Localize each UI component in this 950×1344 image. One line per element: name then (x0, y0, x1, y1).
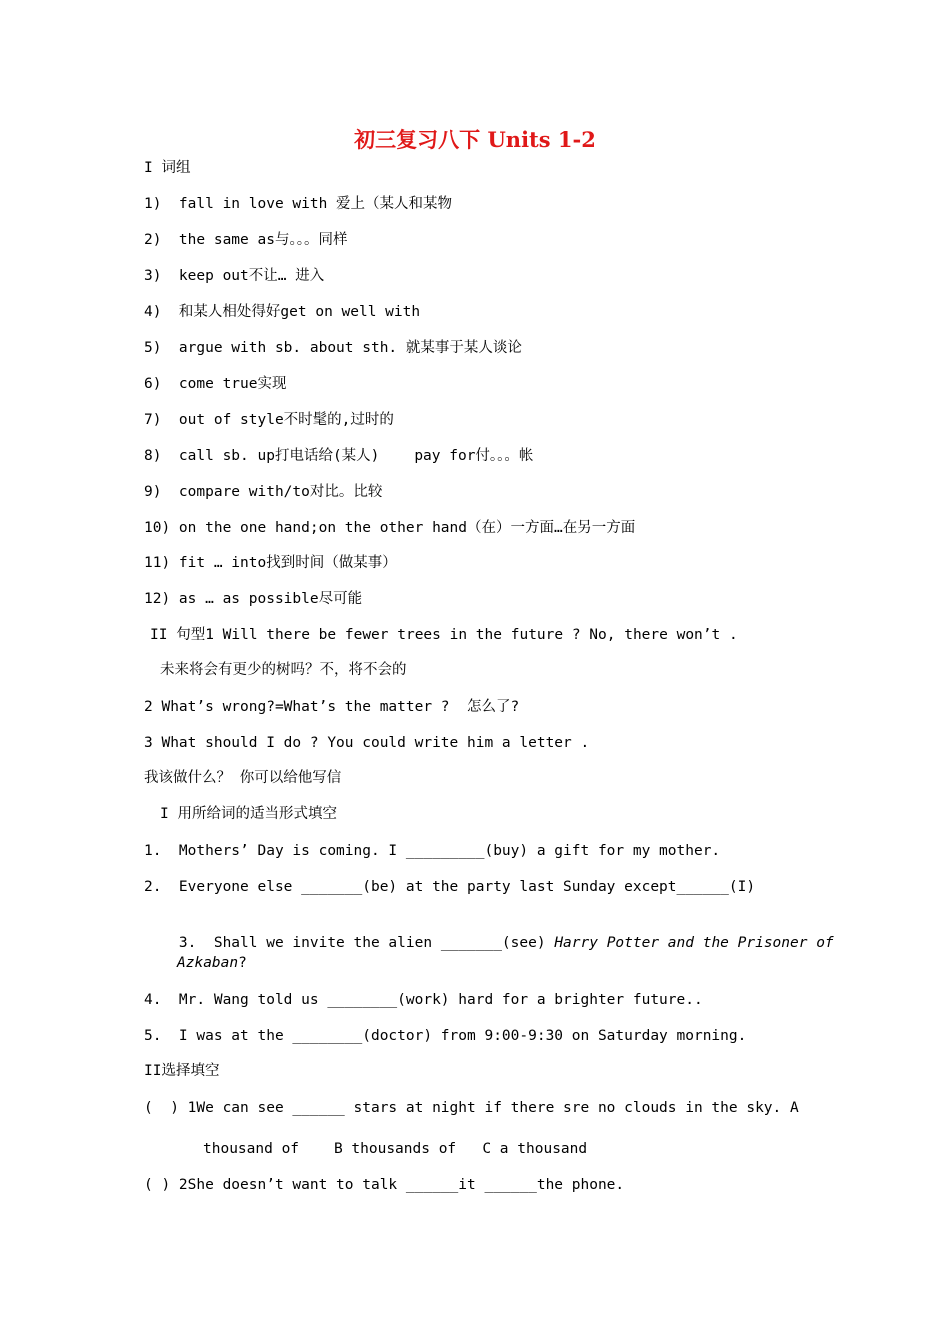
question-mark: ? (238, 955, 247, 971)
exercise-heading-fill-blank: I 用所给词的适当形式填空 (160, 806, 337, 822)
sentence-pattern-3: 3 What should I do ? You could write him a letter . (144, 735, 590, 751)
phrase-item: 9) compare with/to对比。比较 (144, 484, 383, 500)
phrase-item: 5) argue with sb. about sth. 就某事于某人谈论 (144, 340, 522, 356)
choice-question-2: ( ) 2She doesn’t want to talk ______it ______the phone. (144, 1177, 625, 1193)
book-title: Harry Potter and the Prisoner of (554, 935, 834, 951)
exercise-item: 1. Mothers’ Day is coming. I _________(buy) a gift for my mother. (144, 843, 721, 859)
choice-question-1: ( ) 1We can see ______ stars at night if there sre no clouds in the sky. A (144, 1100, 799, 1116)
choice-question-1-options: thousand of B thousands of C a thousand (203, 1141, 588, 1157)
book-title-continued: Azkaban (177, 955, 239, 971)
section-heading-phrases: I 词组 (144, 160, 191, 176)
sentence-pattern-1-translation: 未来将会有更少的树吗？不，将不会的 (160, 662, 407, 678)
exercise-item: 2. Everyone else _______(be) at the party last Sunday except______(I) (144, 879, 756, 895)
phrase-item: 3) keep out不让… 进入 (144, 268, 325, 284)
phrase-item: 11) fit … into找到时间（做某事） (144, 555, 397, 571)
phrase-item: 10) on the one hand;on the other hand（在）一方面…在另一方面 (144, 520, 636, 536)
sentence-pattern-3-translation: 我该做什么？ 你可以给他写信 (144, 770, 342, 786)
exercise-item-3-continued (177, 953, 857, 973)
exercise-item: 4. Mr. Wang told us ________(work) hard for a brighter future.. (144, 992, 703, 1008)
phrase-item: 4) 和某人相处得好get on well with (144, 304, 421, 320)
page-title: 初三复习八下 Units 1-2 (354, 127, 596, 152)
phrase-item: 12) as … as possible尽可能 (144, 591, 363, 607)
exercise-item-text: 3. Shall we invite the alien _______(see) (178, 935, 546, 951)
phrase-item: 1) fall in love with 爱上（某人和某物 (144, 196, 453, 212)
phrase-item: 6) come true实现 (144, 376, 287, 392)
phrase-item: 8) call sb. up打电话给(某人) pay for付。。。帐 (144, 448, 534, 464)
sentence-pattern-2: 2 What’s wrong?=What’s the matter ? 怎么了? (144, 699, 520, 715)
phrase-item: 2) the same as与。。。同样 (144, 232, 348, 248)
phrase-item: 7) out of style不时髦的,过时的 (144, 412, 394, 428)
exercise-item: 5. I was at the ________(doctor) from 9:00-9:30 on Saturday morning. (144, 1028, 747, 1044)
sentence-pattern-1: II 句型1 Will there be fewer trees in the future ? No, there won’t . (150, 627, 738, 643)
exercise-heading-multiple-choice: II选择填空 (144, 1063, 220, 1079)
